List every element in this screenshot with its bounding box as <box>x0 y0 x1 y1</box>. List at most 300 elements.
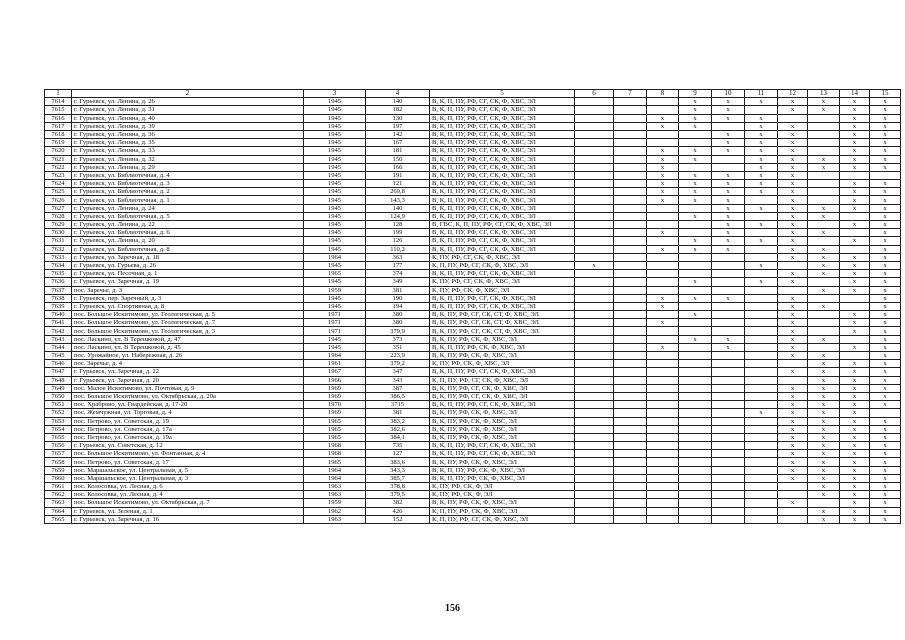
table-cell <box>679 368 712 376</box>
table-cell: x <box>808 163 840 171</box>
table-cell: 7616 <box>45 114 72 122</box>
table-cell <box>614 368 647 376</box>
table-cell: 7630 <box>45 229 72 237</box>
table-cell: 378,8 <box>366 483 430 491</box>
table-cell <box>614 106 647 114</box>
table-cell <box>575 360 614 368</box>
table-cell: x <box>647 171 679 179</box>
table-cell <box>679 302 712 310</box>
table-cell <box>575 237 614 245</box>
table-cell <box>840 335 870 343</box>
table-cell: пос. Петрово, ул. Советская, д. 17 <box>72 458 304 466</box>
table-row <box>45 122 901 130</box>
table-cell: x <box>778 327 808 335</box>
table-cell <box>575 155 614 163</box>
table-cell: 735 <box>366 442 430 450</box>
table-cell <box>614 98 647 106</box>
table-cell <box>679 442 712 450</box>
table-cell <box>745 360 778 368</box>
table-cell: x <box>870 188 901 196</box>
table-cell: К, ПУ, РФ, СК, Ф, ЭЛ <box>430 483 575 491</box>
table-cell: x <box>870 204 901 212</box>
table-cell <box>614 450 647 458</box>
table-cell: x <box>778 278 808 286</box>
table-cell <box>679 425 712 433</box>
table-cell: 7645 <box>45 352 72 360</box>
table-cell: В, К, П, ПУ, РФ, СГ, СК, Ф, ХВС, ЭЛ <box>430 229 575 237</box>
table-cell: x <box>808 376 840 384</box>
table-cell: г. Гурьевск, ул. Заречная, д. 16 <box>72 515 304 523</box>
table-cell: г. Гурьевск, ул. Библиотечная, д. 4 <box>72 171 304 179</box>
table-cell: г. Гурьевск, ул. Заречная, д. 20 <box>72 376 304 384</box>
table-cell <box>614 286 647 294</box>
table-cell: 347 <box>366 368 430 376</box>
table-cell: x <box>778 204 808 212</box>
table-cell: 1945 <box>304 163 366 171</box>
table-cell <box>575 122 614 130</box>
table-cell <box>614 376 647 384</box>
table-cell: x <box>870 392 901 400</box>
table-cell <box>679 401 712 409</box>
table-cell: В, К, П, ПУ, РФ, СГ, СК, Ф, ХВС, ЭЛ <box>430 368 575 376</box>
table-cell: 349 <box>366 278 430 286</box>
table-cell <box>575 409 614 417</box>
table-cell: 167 <box>366 139 430 147</box>
table-row <box>45 442 901 450</box>
table-cell: x <box>647 343 679 351</box>
table-cell: 110,2 <box>366 245 430 253</box>
table-row <box>45 196 901 204</box>
table-cell <box>679 376 712 384</box>
table-cell: x <box>840 401 870 409</box>
table-cell: x <box>808 450 840 458</box>
table-cell: 130 <box>366 114 430 122</box>
table-cell <box>614 114 647 122</box>
table-cell <box>712 409 745 417</box>
table-cell: x <box>870 253 901 261</box>
table-cell <box>712 507 745 515</box>
table-cell: 381 <box>366 286 430 294</box>
table-cell: x <box>870 155 901 163</box>
table-cell: 7635 <box>45 270 72 278</box>
table-cell <box>614 442 647 450</box>
table-cell <box>679 360 712 368</box>
column-header: 7 <box>614 90 647 98</box>
table-cell: x <box>840 114 870 122</box>
table-cell <box>808 327 840 335</box>
table-cell <box>614 352 647 360</box>
table-row <box>45 270 901 278</box>
table-cell: x <box>808 302 840 310</box>
table-cell: x <box>778 221 808 229</box>
table-cell: x <box>575 261 614 269</box>
table-cell: 182 <box>366 106 430 114</box>
table-cell: г. Гурьевск, ул. Ленина, д. 22 <box>72 221 304 229</box>
table-cell: 143,3 <box>366 196 430 204</box>
table-cell <box>745 196 778 204</box>
column-header: 11 <box>745 90 778 98</box>
table-cell: 374 <box>366 270 430 278</box>
table-cell: x <box>840 188 870 196</box>
table-cell <box>575 491 614 499</box>
table-cell: г. Гурьевск, ул. Ленина, д. 24 <box>72 204 304 212</box>
table-cell: 1945 <box>304 221 366 229</box>
table-cell: x <box>870 130 901 138</box>
table-cell: x <box>808 507 840 515</box>
page-number: 156 <box>445 603 460 614</box>
table-cell <box>647 474 679 482</box>
table-cell: x <box>745 163 778 171</box>
table-cell <box>808 122 840 130</box>
table-cell: 7620 <box>45 147 72 155</box>
table-cell: г. Гурьевск, ул. Заречная, д. 19 <box>72 278 304 286</box>
table-cell: x <box>778 417 808 425</box>
table-cell: 1945 <box>304 245 366 253</box>
table-cell: 1959 <box>304 499 366 507</box>
table-cell <box>614 417 647 425</box>
table-cell: В, К, ПУ, РФ, СГ, СК, Ф, ХВС, ЭЛ <box>430 384 575 392</box>
table-cell: x <box>870 450 901 458</box>
table-cell <box>614 360 647 368</box>
table-cell: 1964 <box>304 253 366 261</box>
table-cell: 1945 <box>304 130 366 138</box>
table-cell: В, К, П, ПУ, РФ, СК, Ф, ХВС, ЭЛ <box>430 466 575 474</box>
table-cell: 351 <box>366 343 430 351</box>
table-cell <box>575 474 614 482</box>
table-cell: 7636 <box>45 278 72 286</box>
table-cell <box>647 401 679 409</box>
table-cell: 1966 <box>304 376 366 384</box>
table-cell: x <box>647 122 679 130</box>
table-cell <box>808 180 840 188</box>
table-cell: 7637 <box>45 286 72 294</box>
table-cell: x <box>712 196 745 204</box>
table-cell: г. Гурьевск, пер. Заречный, д. 3 <box>72 294 304 302</box>
table-cell: В, К, П, ПУ, РФ, СК, Ф, ХВС, ЭЛ <box>430 474 575 482</box>
table-row <box>45 114 901 122</box>
table-cell: x <box>647 188 679 196</box>
table-cell: 7657 <box>45 450 72 458</box>
table-cell: 383,6 <box>366 458 430 466</box>
column-header: 10 <box>712 90 745 98</box>
table-cell <box>614 253 647 261</box>
table-cell: г. Гурьевск, ул. Заречная, д. 18 <box>72 253 304 261</box>
table-cell: x <box>679 245 712 253</box>
table-cell: x <box>840 425 870 433</box>
table-cell: x <box>745 114 778 122</box>
table-cell: x <box>745 139 778 147</box>
table-cell <box>712 286 745 294</box>
table-cell <box>614 483 647 491</box>
table-cell <box>808 171 840 179</box>
table-cell <box>614 196 647 204</box>
table-cell <box>745 286 778 294</box>
table-cell: x <box>870 417 901 425</box>
table-cell <box>679 417 712 425</box>
table-cell: x <box>778 302 808 310</box>
table-cell: x <box>840 466 870 474</box>
table-cell <box>808 196 840 204</box>
table-row <box>45 204 901 212</box>
table-cell: x <box>712 237 745 245</box>
table-row <box>45 515 901 523</box>
table-cell <box>614 474 647 482</box>
table-cell: 1945 <box>304 278 366 286</box>
table-row <box>45 499 901 507</box>
table-cell <box>679 384 712 392</box>
table-cell <box>679 139 712 147</box>
table-cell: x <box>840 343 870 351</box>
table-cell: x <box>679 171 712 179</box>
table-cell: x <box>778 180 808 188</box>
table-cell: пос. Малое Искитимово, ул. Почтовая, д. 9 <box>72 384 304 392</box>
table-cell: В, К, ПУ, РФ, СК, Ф, ХВС, ЭЛ <box>430 409 575 417</box>
table-cell: x <box>808 352 840 360</box>
table-cell <box>647 417 679 425</box>
table-cell: x <box>745 147 778 155</box>
table-cell: x <box>870 139 901 147</box>
table-cell: 7617 <box>45 122 72 130</box>
table-cell: x <box>870 499 901 507</box>
table-cell <box>575 343 614 351</box>
table-cell: x <box>808 474 840 482</box>
table-cell <box>575 114 614 122</box>
table-cell: 381 <box>366 409 430 417</box>
table-cell: г. Гурьевск, ул. Ленина, д. 33 <box>72 147 304 155</box>
table-cell: 1945 <box>304 106 366 114</box>
table-cell: x <box>679 335 712 343</box>
table-cell <box>840 212 870 220</box>
table-cell: 7651 <box>45 401 72 409</box>
column-header: 12 <box>778 90 808 98</box>
table-cell <box>614 261 647 269</box>
table-cell: 1945 <box>304 147 366 155</box>
table-cell <box>614 515 647 523</box>
table-cell <box>647 204 679 212</box>
table-cell <box>614 229 647 237</box>
table-cell: x <box>840 450 870 458</box>
table-cell <box>614 433 647 441</box>
table-cell: В, К, ПУ, РФ, СГ, СК, СТ, Ф, ХВС, ЭЛ <box>430 311 575 319</box>
table-cell: В, К, П, ПУ, РФ, СГ, СК, Ф, ХВС, ЭЛ <box>430 106 575 114</box>
table-cell <box>614 311 647 319</box>
table-cell: x <box>840 360 870 368</box>
table-cell: пос. Большое Искитимово, ул. Октябрьская, д. 7 <box>72 499 304 507</box>
table-cell: x <box>808 491 840 499</box>
table-cell: x <box>808 368 840 376</box>
table-cell: x <box>778 368 808 376</box>
table-cell: x <box>870 221 901 229</box>
table-cell: x <box>870 114 901 122</box>
table-cell <box>679 499 712 507</box>
table-cell <box>745 474 778 482</box>
table-cell: x <box>679 98 712 106</box>
table-cell <box>840 245 870 253</box>
table-cell: x <box>870 122 901 130</box>
table-cell <box>647 311 679 319</box>
table-cell <box>778 376 808 384</box>
table-cell: 7634 <box>45 261 72 269</box>
table-row <box>45 360 901 368</box>
table-cell: В, К, П, ПУ, РФ, СГ, СК, Ф, ХВС, ЭЛ <box>430 98 575 106</box>
table-cell: 7629 <box>45 221 72 229</box>
table-cell: x <box>778 442 808 450</box>
table-cell: x <box>647 180 679 188</box>
table-cell: г. Гурьевск, ул. Ленина, д. 20 <box>72 237 304 245</box>
table-cell: В, К, П, ПУ, РФ, СГ, СК, Ф, ХВС, ЭЛ <box>430 212 575 220</box>
table-cell <box>778 360 808 368</box>
table-cell: 1945 <box>304 139 366 147</box>
table-cell: x <box>808 433 840 441</box>
table-cell: г. Гурьевск, ул. Ленина, д. 32 <box>72 155 304 163</box>
table-cell <box>614 278 647 286</box>
table-cell <box>808 499 840 507</box>
table-row <box>45 433 901 441</box>
table-cell <box>575 294 614 302</box>
table-cell: x <box>808 155 840 163</box>
table-cell: x <box>840 130 870 138</box>
table-cell: 7655 <box>45 433 72 441</box>
table-cell: 1964 <box>304 466 366 474</box>
table-cell: 1945 <box>304 114 366 122</box>
table-cell <box>712 261 745 269</box>
table-cell: 7632 <box>45 245 72 253</box>
table-cell <box>679 409 712 417</box>
table-cell: г. Гурьевск, ул. Ленина, д. 31 <box>72 106 304 114</box>
table-cell <box>679 433 712 441</box>
table-cell: x <box>778 311 808 319</box>
table-cell: x <box>870 515 901 523</box>
table-cell: 7627 <box>45 204 72 212</box>
table-cell <box>745 319 778 327</box>
column-header: 1 <box>45 90 72 98</box>
table-cell: x <box>870 245 901 253</box>
table-cell <box>870 171 901 179</box>
table-cell <box>575 245 614 253</box>
table-cell: x <box>778 98 808 106</box>
table-cell: x <box>840 384 870 392</box>
table-cell <box>712 466 745 474</box>
table-cell <box>778 515 808 523</box>
table-cell <box>712 376 745 384</box>
table-cell <box>712 122 745 130</box>
table-row <box>45 401 901 409</box>
table-cell <box>575 368 614 376</box>
table-cell <box>575 384 614 392</box>
table-cell: x <box>647 245 679 253</box>
table-cell <box>712 392 745 400</box>
table-cell <box>647 286 679 294</box>
table-row <box>45 384 901 392</box>
table-cell: 128 <box>366 221 430 229</box>
table-cell <box>575 98 614 106</box>
table-cell <box>808 139 840 147</box>
table-cell: 181 <box>366 147 430 155</box>
table-row <box>45 327 901 335</box>
table-cell: В, К, П, ПУ, РФ, СГ, СК, Ф, ХВС, ЭЛ <box>430 163 575 171</box>
table-cell <box>647 384 679 392</box>
table-cell: x <box>778 343 808 351</box>
table-cell: 7642 <box>45 327 72 335</box>
table-cell <box>647 212 679 220</box>
table-cell: 1965 <box>304 425 366 433</box>
table-cell <box>575 392 614 400</box>
table-cell <box>614 491 647 499</box>
table-cell: x <box>778 474 808 482</box>
table-cell <box>679 343 712 351</box>
table-row <box>45 319 901 327</box>
table-cell <box>745 507 778 515</box>
table-cell <box>614 335 647 343</box>
table-cell: x <box>712 114 745 122</box>
table-cell <box>575 335 614 343</box>
table-cell: 126 <box>366 237 430 245</box>
table-cell <box>614 302 647 310</box>
table-cell <box>808 221 840 229</box>
table-cell <box>614 392 647 400</box>
table-cell: 7650 <box>45 392 72 400</box>
table-cell <box>614 147 647 155</box>
table-cell <box>778 507 808 515</box>
table-cell: x <box>870 106 901 114</box>
table-cell: x <box>840 409 870 417</box>
table-cell: 1971 <box>304 327 366 335</box>
table-cell: 7664 <box>45 507 72 515</box>
table-cell: x <box>840 376 870 384</box>
table-cell: 1965 <box>304 433 366 441</box>
table-cell <box>647 466 679 474</box>
table-cell: 1969 <box>304 409 366 417</box>
table-cell: г. Гурьевск, ул. Библиотечная, д. 3 <box>72 180 304 188</box>
table-row <box>45 335 901 343</box>
table-row <box>45 229 901 237</box>
table-cell: x <box>840 417 870 425</box>
table-cell: x <box>778 212 808 220</box>
table-cell: 343,3 <box>366 466 430 474</box>
table-cell <box>647 360 679 368</box>
table-cell <box>778 491 808 499</box>
table-cell: г. Гурьевск, ул. Ленина, д. 36 <box>72 130 304 138</box>
table-cell <box>575 196 614 204</box>
table-cell: г. Гурьевск, ул. Библиотечная, д. 5 <box>72 212 304 220</box>
table-cell: пос. Большое Искитимово, ул. Октябрьская, д. 20а <box>72 392 304 400</box>
table-cell: x <box>778 106 808 114</box>
table-cell <box>745 466 778 474</box>
table-cell <box>679 474 712 482</box>
table-cell: x <box>840 474 870 482</box>
table-cell: пос. Большое Искитимово, ул. Геологическая, д. 5 <box>72 311 304 319</box>
table-cell: x <box>745 130 778 138</box>
table-cell: x <box>647 302 679 310</box>
table-cell: В, К, ПУ, РФ, СК, Ф, ХВС, ЭЛ <box>430 458 575 466</box>
table-cell <box>778 483 808 491</box>
table-cell: x <box>712 188 745 196</box>
table-cell: 363 <box>366 253 430 261</box>
table-cell: 1945 <box>304 155 366 163</box>
table-cell: 1945 <box>304 212 366 220</box>
column-header: 15 <box>870 90 901 98</box>
table-cell <box>679 221 712 229</box>
table-cell <box>647 483 679 491</box>
table-cell: x <box>679 294 712 302</box>
table-cell <box>712 401 745 409</box>
table-cell <box>614 499 647 507</box>
column-header: 9 <box>679 90 712 98</box>
table-cell <box>745 376 778 384</box>
table-cell: В, К, ПУ, РФ, СГ, СК, СТ, Ф, ХВС, ЭЛ <box>430 327 575 335</box>
table-cell: x <box>870 458 901 466</box>
table-cell: 150 <box>366 155 430 163</box>
